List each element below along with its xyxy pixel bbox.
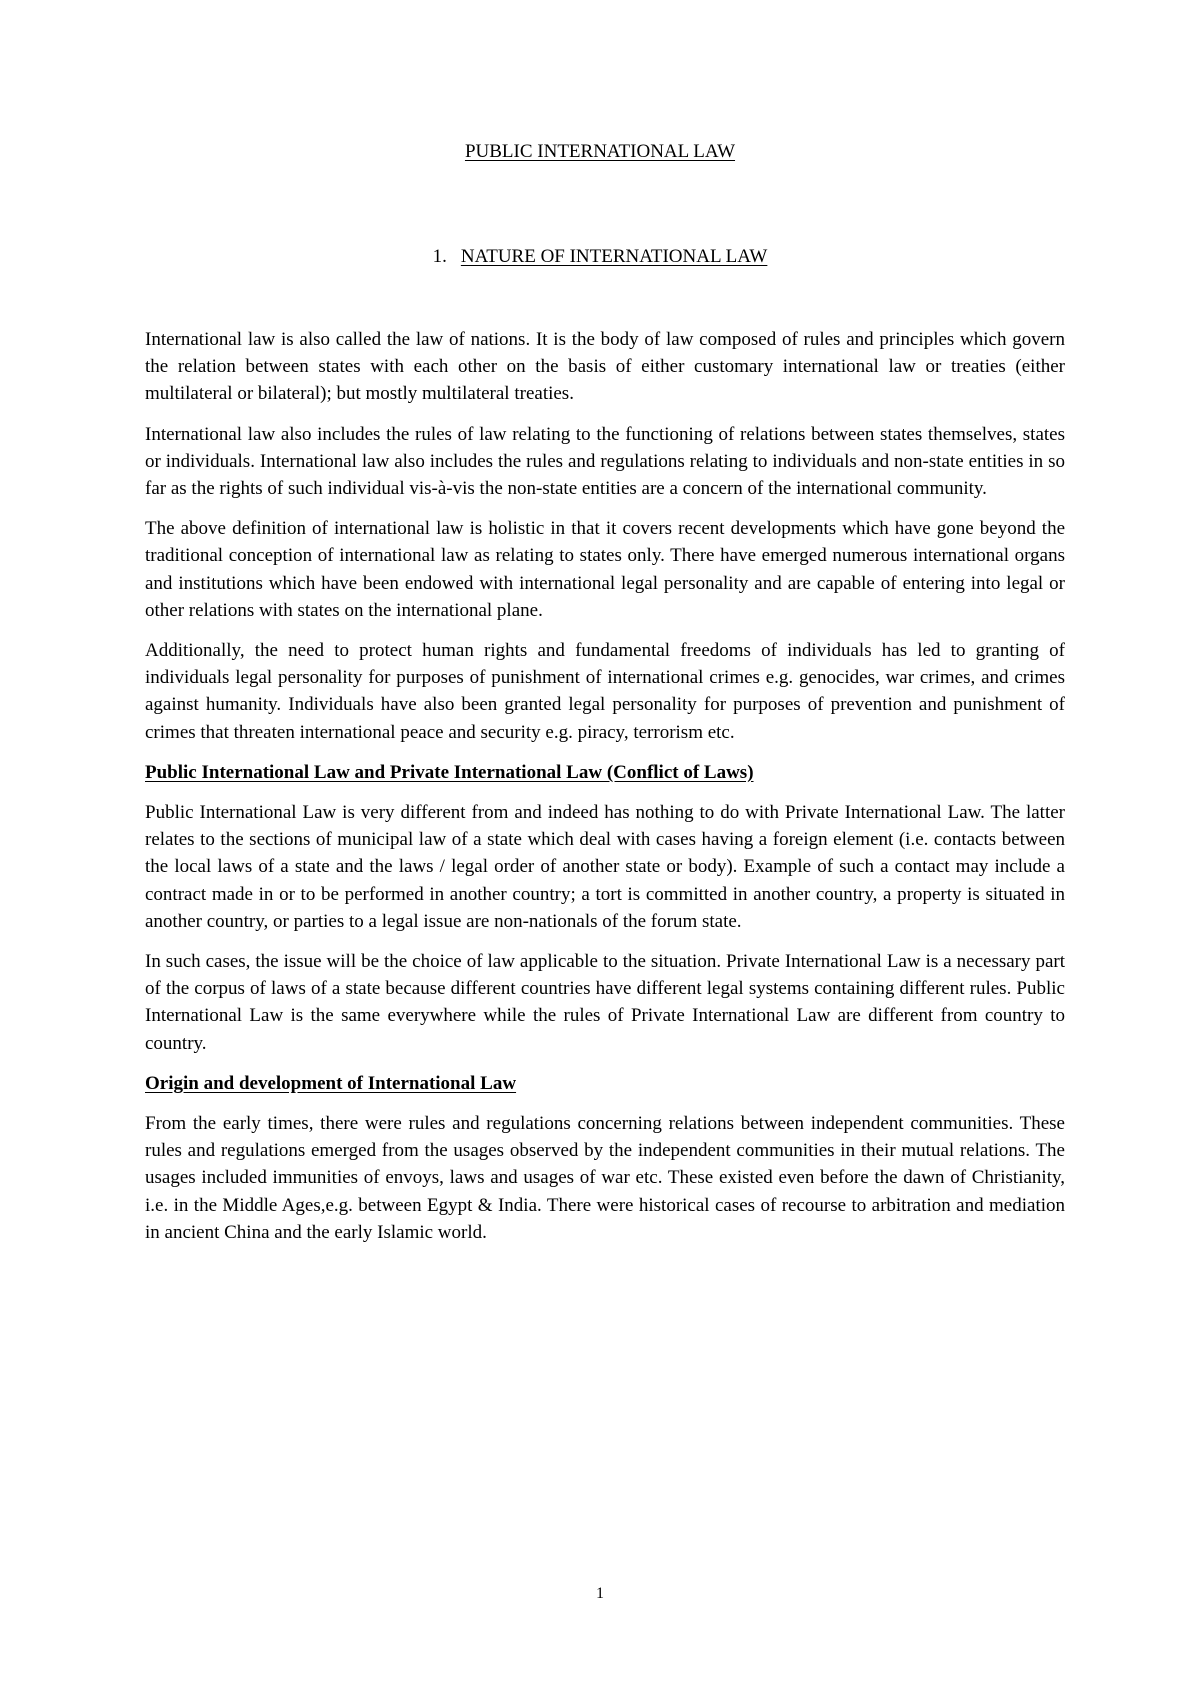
paragraph: International law is also called the law of nations. It is the body of law composed of rules and principles which govern the relation between states with each other on the basis of either customary international law or treaties (either multilateral or bilateral); but mostly multilateral treaties. <box>145 329 1065 405</box>
chapter-heading <box>0 245 1200 269</box>
paragraph: In such cases, the issue will be the choice of law applicable to the situation. Private International Law is a necessary part of the corpus of laws of a state because different countries have different legal systems containing different rules. Public International Law is the same everywhere while the rules of Private International Law are different from country to country. <box>145 951 1065 1054</box>
paragraph: Additionally, the need to protect human rights and fundamental freedoms of individuals has led to granting of individuals legal personality for purposes of punishment of international crimes e.g. genocides, war crimes, and crimes against humanity. Individuals have also been granted legal personality for purposes of prevention and punishment of crimes that threaten international peace and security e.g. piracy, terrorism etc. <box>145 640 1065 743</box>
paragraph: The above definition of international law is holistic in that it covers recent developments which have gone beyond the traditional conception of international law as relating to states only. There have emerged numerous international organs and institutions which have been endowed with international legal personality and are capable of entering into legal or other relations with states on the international plane. <box>145 518 1065 621</box>
section-heading-origin: Origin and development of International Law <box>145 1072 517 1094</box>
chapter-title: NATURE OF INTERNATIONAL LAW <box>460 246 768 267</box>
section-heading-public-vs-private: Public International Law and Private International Law (Conflict of Laws) <box>145 761 754 783</box>
page-number: 1 <box>596 1585 604 1602</box>
paragraph: Public International Law is very different from and indeed has nothing to do with Private International Law. The latter relates to the sections of municipal law of a state which deal with cases having a foreign element (i.e. contacts between the local laws of a state and the laws / legal order of another state or body). Example of such a contact may include a contract made in or to be performed in another country; a tort is committed in another country, a property is situated in another country, or parties to a legal issue are non-nationals of the forum state. <box>145 802 1065 932</box>
paragraph: From the early times, there were rules and regulations concerning relations between independent communities. These rules and regulations emerged from the usages observed by the independent communities in their mutual relations. The usages included immunities of envoys, laws and usages of war etc. These existed even before the dawn of Christianity, i.e. in the Middle Ages,e.g. between Egypt & India. There were historical cases of recourse to arbitration and mediation in ancient China and the early Islamic world. <box>145 1113 1065 1243</box>
document-body <box>145 326 1065 1259</box>
paragraph: International law also includes the rules of law relating to the functioning of relations between states themselves, states or individuals. International law also includes the rules and regulations relating to individuals and non-state entities in so far as the rights of such individual vis-à-vis the non-state entities are a concern of the international community. <box>145 423 1065 500</box>
document-title: PUBLIC INTERNATIONAL LAW <box>464 141 736 162</box>
chapter-number: 1. <box>432 246 447 267</box>
